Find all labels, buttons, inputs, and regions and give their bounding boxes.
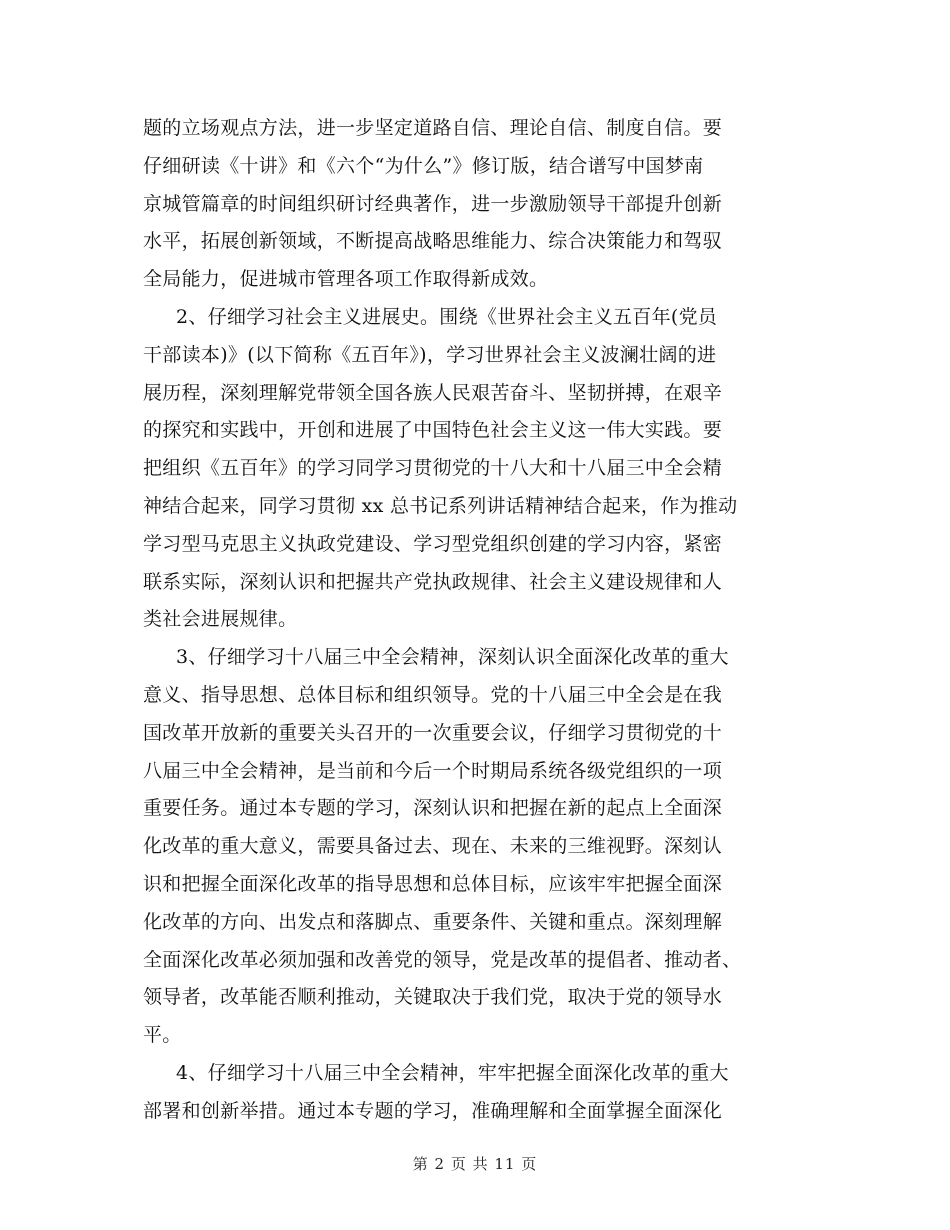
text-line: 京城管篇章的时间组织研讨经典著作，进一步激励领导干部提升创新	[143, 192, 723, 215]
text-line: 意义、指导思想、总体目标和组织领导。党的十八届三中全会是在我	[143, 683, 723, 706]
text-line: 学习型马克思主义执政党建设、学习型党组织创建的学习内容，紧密	[143, 532, 723, 555]
text-line: 部署和创新举措。通过本专题的学习，准确理解和全面掌握全面深化	[143, 1099, 723, 1122]
text-line: 识和把握全面深化改革的指导思想和总体目标，应该牢牢把握全面深	[143, 872, 723, 895]
text-line: 平。	[143, 1024, 182, 1047]
text-line: 把组织《五百年》的学习同学习贯彻党的十八大和十八届三中全会精	[143, 457, 723, 480]
text-line: 仔细研读《十讲》和《六个“为什么”》修订版，结合谱写中国梦南	[143, 154, 704, 177]
page-footer: 第 2 页 共 11 页	[412, 1155, 538, 1173]
text-line: 干部读本)》(以下简称《五百年》)，学习世界社会主义波澜壮阔的进	[143, 343, 717, 366]
text-line: 化改革的重大意义，需要具备过去、现在、未来的三维视野。深刻认	[143, 835, 723, 858]
text-line: 4、仔细学习十八届三中全会精神，牢牢把握全面深化改革的重大	[176, 1061, 729, 1084]
text-line: 全局能力，促进城市管理各项工作取得新成效。	[143, 268, 549, 291]
text-line: 的探究和实践中，开创和进展了中国特色社会主义这一伟大实践。要	[143, 419, 723, 442]
text-line: 展历程，深刻理解党带领全国各族人民艰苦奋斗、坚韧拼搏，在艰辛	[143, 381, 723, 404]
text-line: 国改革开放新的重要关头召开的一次重要会议，仔细学习贯彻党的十	[143, 721, 723, 744]
text-line: 水平，拓展创新领域，不断提高战略思维能力、综合决策能力和驾驭	[143, 230, 723, 253]
text-line: 神结合起来，同学习贯彻 xx 总书记系列讲话精神结合起来，作为推动	[143, 494, 738, 517]
text-line: 类社会进展规律。	[143, 608, 298, 631]
text-line: 重要任务。通过本专题的学习，深刻认识和把握在新的起点上全面深	[143, 797, 723, 820]
document-body	[143, 110, 807, 1131]
text-line: 题的立场观点方法，进一步坚定道路自信、理论自信、制度自信。要	[143, 117, 723, 139]
text-line: 全面深化改革必须加强和改善党的领导，党是改革的提倡者、推动者、	[143, 948, 742, 971]
text-line: 3、仔细学习十八届三中全会精神，深刻认识全面深化改革的重大	[176, 646, 729, 669]
text-line: 化改革的方向、出发点和落脚点、重要条件、关键和重点。深刻理解	[143, 910, 723, 933]
text-line: 联系实际，深刻认识和把握共产党执政规律、社会主义建设规律和人	[143, 570, 723, 593]
text-line: 八届三中全会精神，是当前和今后一个时期局系统各级党组织的一项	[143, 759, 723, 782]
text-line: 领导者，改革能否顺利推动，关键取决于我们党，取决于党的领导水	[143, 986, 723, 1009]
text-line: 2、仔细学习社会主义进展史。围绕《世界社会主义五百年(党员	[176, 305, 718, 328]
